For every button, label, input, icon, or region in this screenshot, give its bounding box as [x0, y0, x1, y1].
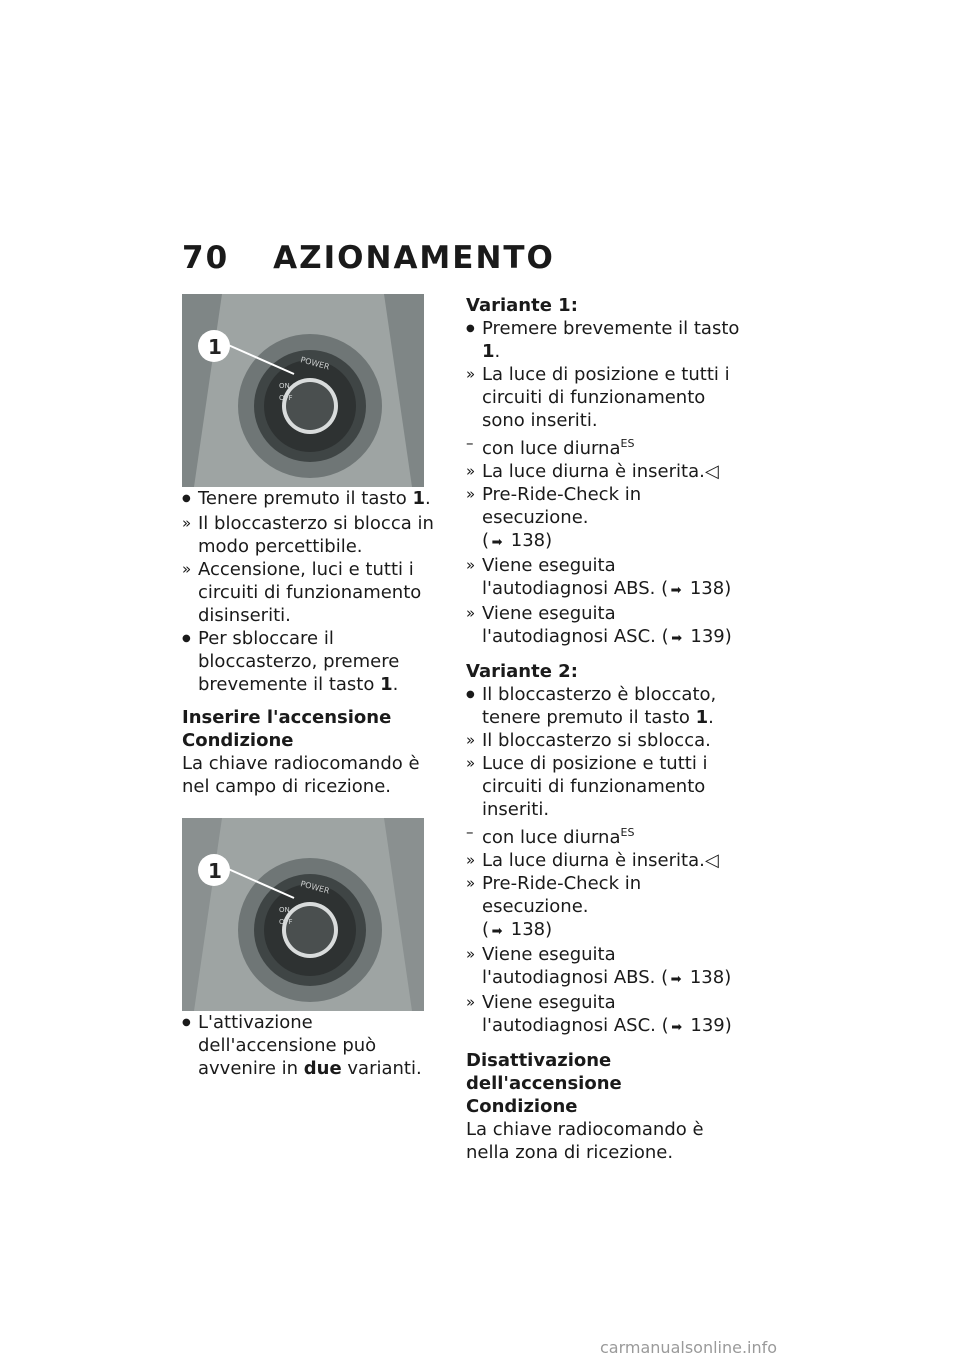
ignition-switch-photo-1 — [182, 294, 424, 487]
page-title: AZIONAMENTO — [273, 240, 555, 276]
page-ref-icon: ➡ — [491, 924, 503, 939]
bullet-icon — [182, 627, 198, 696]
bullet-icon — [182, 1011, 198, 1080]
left-column: POWER ON OFF 1 ● Tenere premuto il tasto 1. » Il bloccasterzo si blocca in modo percettibile. » Accensione, luci e tutti i circuiti di funzionamento disinseriti. ● Per sbloccare il bloccasterzo, premere brevemente il tasto 1. Inserire l'accensione Condizione La chiave radiocomando è nel campo di ricezione. POWER ON OFF 1 ● L'attivazione dell'accensione può avvenire in due varianti. — [182, 294, 442, 1080]
variant2-heading: Variante 2: — [466, 661, 578, 682]
svg-text:ON: ON — [279, 906, 290, 914]
page-number: 70 — [182, 240, 230, 276]
svg-text:POWER: POWER — [299, 879, 331, 896]
condition-text: La chiave radiocomando è nel campo di ricezione. — [182, 753, 420, 797]
condition-text: La chiave radiocomando è nella zona di ricezione. — [466, 1119, 704, 1163]
bullet-icon — [466, 683, 482, 729]
page-ref-icon: ➡ — [670, 972, 682, 987]
section-heading: Disattivazione dell'accensione — [466, 1050, 622, 1094]
condition-heading: Condizione — [182, 730, 294, 751]
page-ref-icon: ➡ — [671, 1020, 683, 1035]
condition-heading: Condizione — [466, 1096, 578, 1117]
page-ref-icon: ➡ — [671, 631, 683, 646]
watermark: carmanualsonline.info — [600, 1338, 778, 1357]
ignition-switch-photo-2 — [182, 818, 424, 1011]
bullet-icon — [466, 317, 482, 363]
svg-text:OFF: OFF — [279, 394, 293, 402]
right-column: Variante 1: ● Premere brevemente il tasto 1. » La luce di posizione e tutti i circuiti di funzionamento sono inseriti. – con luce diurna$^{ES}$ » La luce diurna è inserita.◁ » Pre-Ride-Check in esecuzione. ( ➡ 138) » Viene eseguita l'autodiagnosi ABS. ( ➡ 138) » Viene eseguita l'autodiagnosi ASC. ( ➡ 139) Variante 2: ● Il bloccasterzo è bloccato, tenere premuto il tasto 1. » Il bloccasterzo si sblocca. » Luce di posizione e tutti i circuiti di funzionamento inseriti. – con luce diurna$^{ES}$ » La luce diurna è inserita.◁ » Pre-Ride-Check in esecuzione. ( ➡ 138) » Viene eseguita l'autodiagnosi ABS. ( ➡ 138) » Viene eseguita l'autodiagnosi ASC. ( ➡ 139) Disattivazione dell'accensione Condizione La chiave radiocomando è nella zona di ricezione. — [466, 294, 746, 1164]
variant1-heading: Variante 1: — [466, 295, 578, 316]
section-heading: Inserire l'accensione — [182, 707, 392, 728]
svg-text:POWER: POWER — [299, 355, 331, 372]
page-ref-icon: ➡ — [491, 535, 503, 550]
end-mark-icon: ◁ — [704, 850, 719, 871]
svg-text:1: 1 — [208, 335, 222, 359]
svg-text:ON: ON — [279, 382, 290, 390]
page-header — [182, 240, 555, 276]
svg-text:OFF: OFF — [279, 918, 293, 926]
svg-text:1: 1 — [208, 859, 222, 883]
end-mark-icon: ◁ — [704, 461, 719, 482]
page-ref-icon: ➡ — [670, 583, 682, 598]
bullet-icon — [182, 487, 198, 512]
